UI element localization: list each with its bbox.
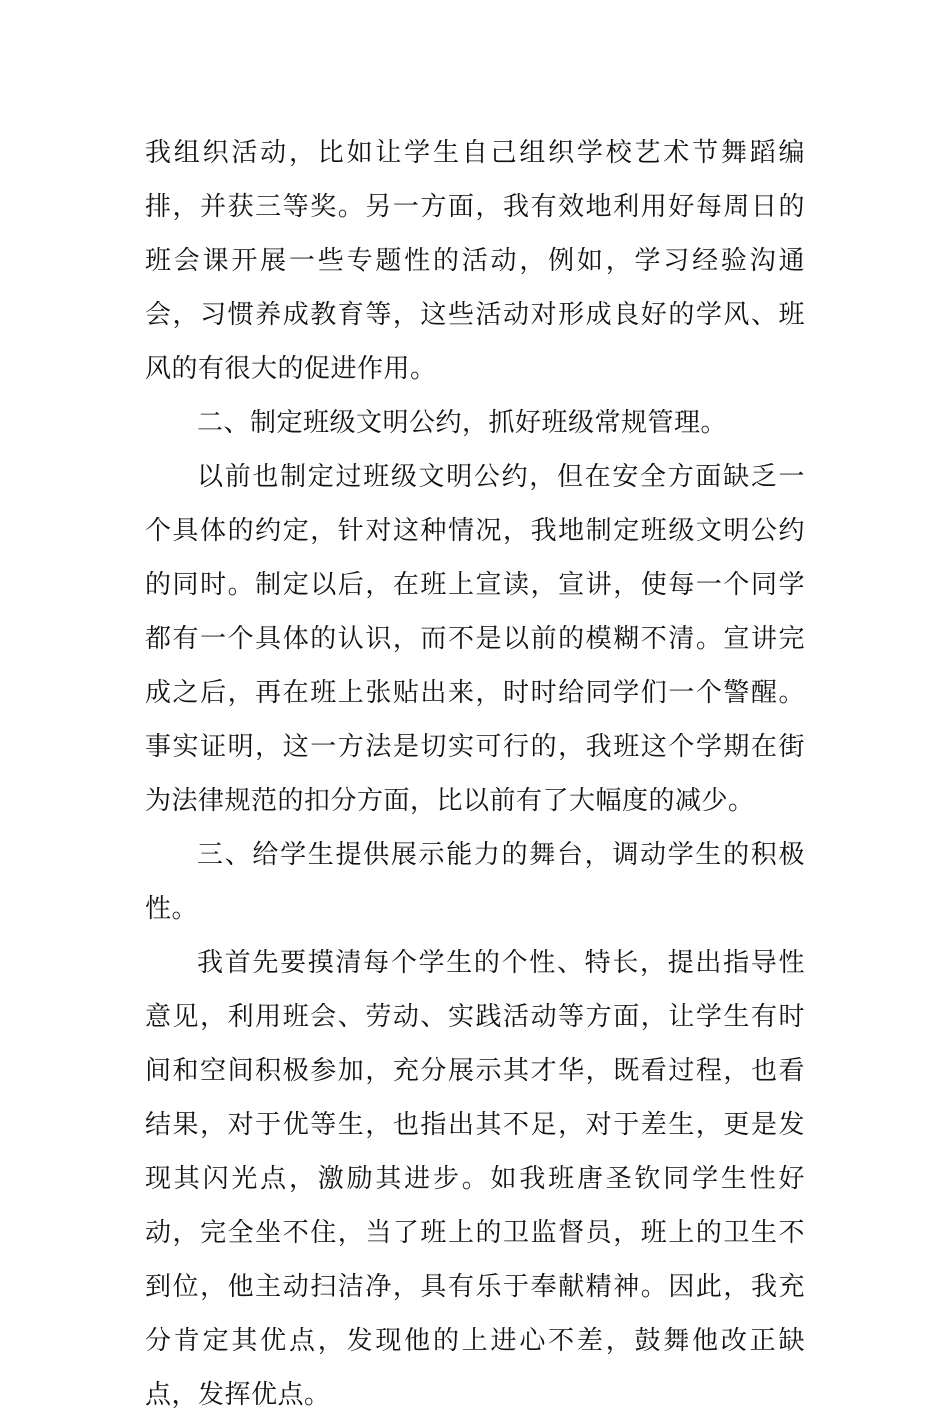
paragraph-class-convention: 以前也制定过班级文明公约，但在安全方面缺乏一个具体的约定，针对这种情况，我地制定班级文明公约的同时。制定以后，在班上宣读，宣讲，使每一个同学都有一个具体的认识，而不是以前的模糊不清。宣讲完成之后，再在班上张贴出来，时时给同学们一个警醒。事实证明，这一方法是切实可行的，我班这个学期在街为法律规范的扣分方面，比以前有了大幅度的减少。 [145,462,805,816]
section-heading-3: 三、给学生提供展示能力的舞台，调动学生的积极性。 [145,840,805,924]
section-heading-2: 二、制定班级文明公约，抓好班级常规管理。 [197,408,728,438]
paragraph-student-showcase: 我首先要摸清每个学生的个性、特长，提出指导性意见，利用班会、劳动、实践活动等方面，让学生有时间和空间积极参加，充分展示其才华，既看过程，也看结果，对于优等生，也指出其不足，对于差生，更是发现其闪光点，激励其进步。如我班唐圣钦同学生性好动，完全坐不住，当了班上的卫监督员，班上的卫生不到位，他主动扫洁净，具有乐于奉献精神。因此，我充分肯定其优点，发现他的上进心不差，鼓舞他改正缺点，发挥优点。 [145,948,805,1410]
document-body [145,126,805,1422]
paragraph-continued: 我组织活动，比如让学生自己组织学校艺术节舞蹈编排，并获三等奖。另一方面，我有效地利用好每周日的班会课开展一些专题性的活动，例如，学习经验沟通会，习惯养成教育等，这些活动对形成良好的学风、班风的有很大的促进作用。 [145,138,805,384]
